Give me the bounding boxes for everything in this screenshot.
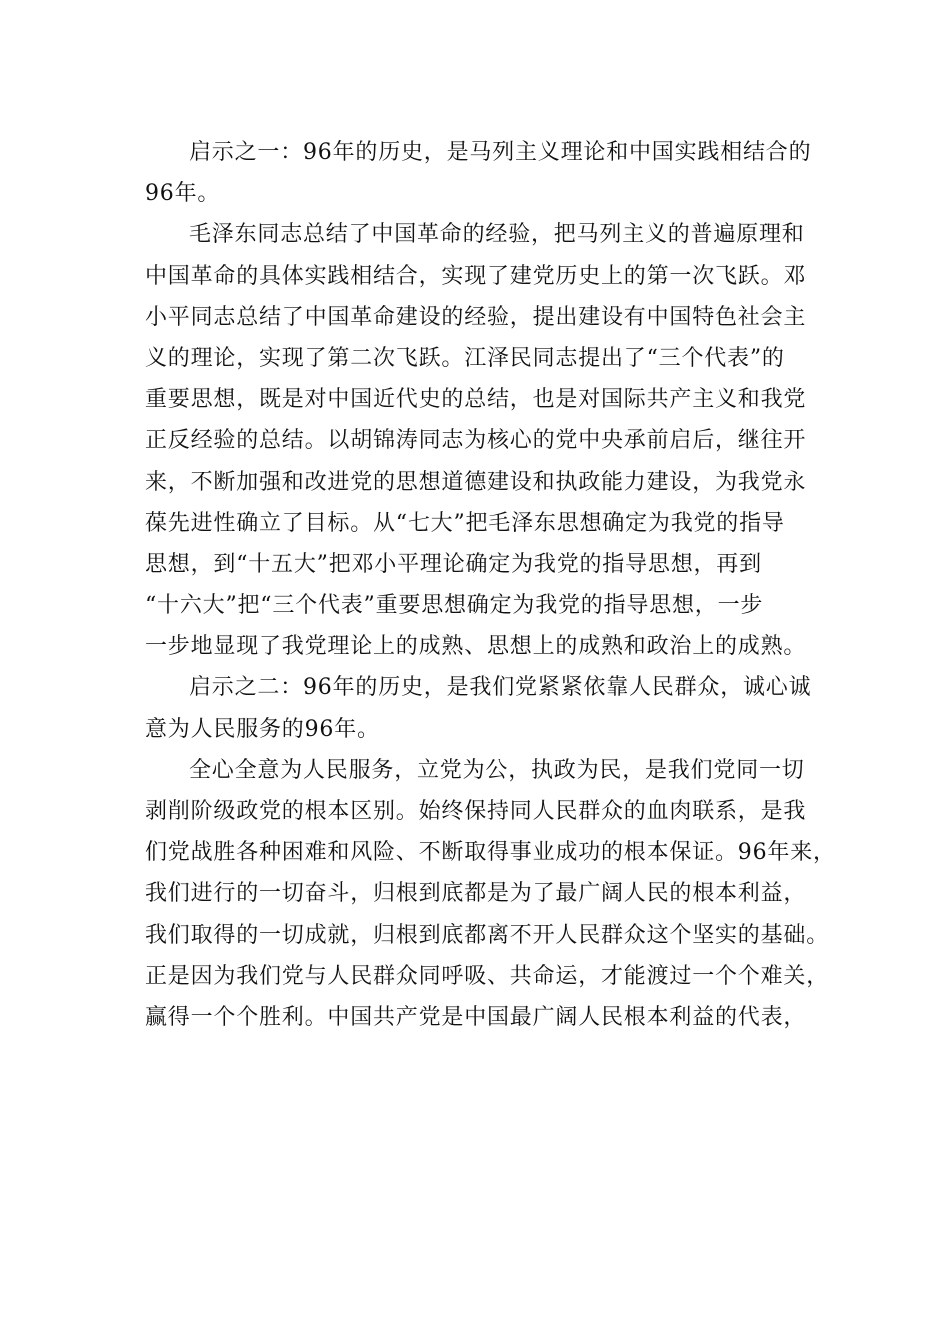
- text-line: 正是因为我们党与人民群众同呼吸、共命运，才能渡过一个个难关，: [145, 963, 830, 989]
- paragraph-theory-body: [145, 214, 811, 667]
- text-line: 我们取得的一切成就，归根到底都离不开人民群众这个坚实的基础。: [145, 922, 830, 948]
- text-line: 启示之一：96年的历史，是马列主义理论和中国实践相结合的: [189, 140, 812, 165]
- document-body: [145, 132, 836, 1038]
- text-line: 思想，到“十五大”把邓小平理论确定为我党的指导思想，再到: [145, 551, 762, 577]
- text-line: 们党战胜各种困难和风险、不断取得事业成功的根本保证。96年来，: [145, 840, 836, 866]
- paragraph-revelation-two-heading: [145, 667, 811, 749]
- text-line: 一步地显现了我党理论上的成熟、思想上的成熟和政治上的成熟。: [145, 634, 807, 660]
- text-line: 小平同志总结了中国革命建设的经验，提出建设有中国特色社会主: [145, 304, 807, 330]
- text-line: “十六大”把“三个代表”重要思想确定为我党的指导思想，一步: [145, 593, 764, 619]
- text-line: 来，不断加强和改进党的思想道德建设和执政能力建设，为我党永: [145, 469, 807, 495]
- text-line: 正反经验的总结。以胡锦涛同志为核心的党中央承前启后，继往开: [145, 428, 807, 454]
- text-line: 重要思想，既是对中国近代史的总结，也是对国际共产主义和我党: [145, 387, 807, 413]
- text-line: 赢得一个个胜利。中国共产党是中国最广阔人民根本利益的代表，: [145, 1004, 807, 1030]
- text-line: 义的理论，实现了第二次飞跃。江泽民同志提出了“三个代表”的: [145, 345, 785, 371]
- paragraph-revelation-one-heading: [145, 132, 811, 214]
- text-line: 剥削阶级政党的根本区别。始终保持同人民群众的血肉联系，是我: [145, 799, 807, 824]
- text-line: 中国革命的具体实践相结合，实现了建党历史上的第一次飞跃。邓: [145, 263, 807, 289]
- text-line: 意为人民服务的96年。: [145, 716, 380, 742]
- text-line: 全心全意为人民服务，立党为公，执政为民，是我们党同一切: [189, 757, 805, 783]
- paragraph-people-body: [145, 750, 836, 1038]
- text-line: 我们进行的一切奋斗，归根到底都是为了最广阔人民的根本利益，: [145, 881, 807, 907]
- text-line: 葆先进性确立了目标。从“七大”把毛泽东思想确定为我党的指导: [145, 510, 785, 536]
- text-line: 96年。: [145, 181, 221, 207]
- text-line: 启示之二：96年的历史，是我们党紧紧依靠人民群众，诚心诚: [189, 675, 812, 701]
- text-line: 毛泽东同志总结了中国革命的经验，把马列主义的普遍原理和: [189, 222, 805, 248]
